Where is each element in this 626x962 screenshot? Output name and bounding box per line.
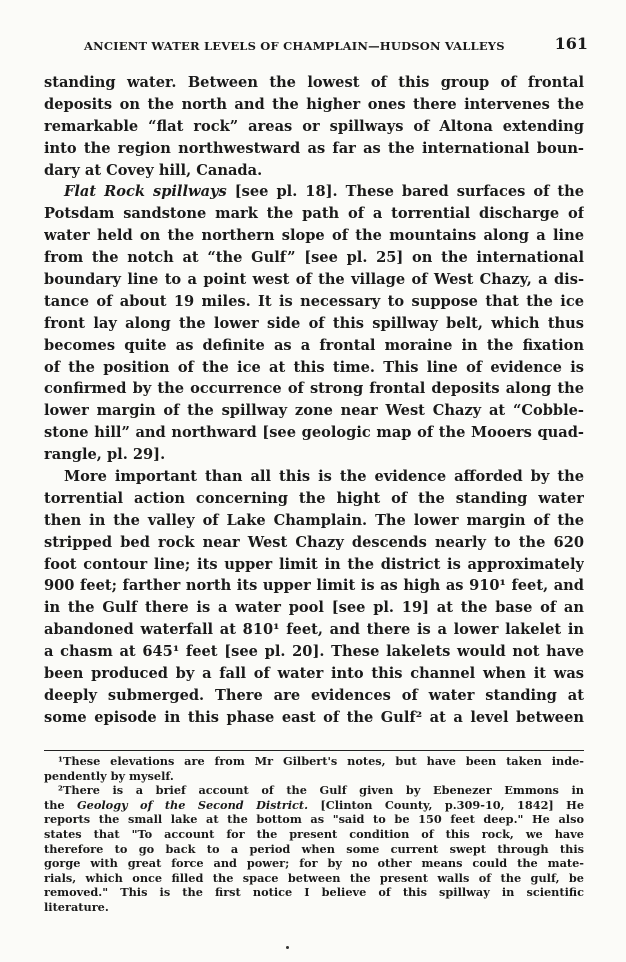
footnote-divider: [44, 750, 584, 751]
body-line: foot contour line; its upper limit in the district is approximately: [44, 555, 584, 573]
flat-rock-heading-rest: [see pl. 18]. These bared surfaces of the: [234, 183, 584, 201]
footnote-line: therefore to go back to a period when some current swept through this: [44, 841, 584, 856]
body-line: torrential action concerning the hight of the standing water: [44, 489, 584, 507]
body-line: lower margin of the spillway zone near West Chazy at “Cobble-: [44, 402, 584, 420]
body-line: becomes quite as definite as a frontal moraine in the fixation: [44, 336, 584, 354]
body-line: been produced by a fall of water into this channel when it was: [44, 665, 584, 683]
footnote-line: ¹These elevations are from Mr Gilbert's notes, but have been taken inde-: [58, 754, 584, 768]
body-line: a chasm at 645¹ feet [see pl. 20]. These lakelets would not have: [44, 643, 584, 661]
footnote-line: states that "To account for the present condition of this rock, we have: [44, 826, 584, 841]
body-line: 900 feet; farther north its upper limit is as high as 910¹ feet, and: [44, 577, 584, 595]
footnote-line: reports the small lake at the bottom as "said to be 150 feet deep." He also: [44, 812, 584, 827]
footnote-line: gorge with great force and power; for by no other means could the mate-: [44, 856, 584, 871]
footnote-line: [44, 798, 584, 813]
body-line: dary at Covey hill, Canada.: [44, 161, 263, 179]
body-line: tance of about 19 miles. It is necessary to suppose that the ice: [44, 292, 584, 310]
page-mark: [286, 946, 289, 949]
footnote-line: removed." This is the first notice I believe of this spillway in scientific: [44, 885, 584, 900]
flat-rock-heading: Flat Rock spillways: [64, 183, 227, 201]
body-line: stripped bed rock near West Chazy descends nearly to the 620: [44, 533, 584, 551]
footnotes: [44, 754, 584, 915]
body-line: deposits on the north and the higher ones there intervenes the: [44, 95, 584, 113]
body-line: More important than all this is the evidence afforded by the: [64, 468, 584, 486]
footnote-line: rials, which once filled the space between the present walls of the gulf, be: [44, 870, 584, 885]
body-line: stone hill” and northward [see geologic map of the Mooers quad-: [44, 424, 584, 442]
body-line: abandoned waterfall at 810¹ feet, and there is a lower lakelet in: [44, 621, 584, 639]
body-text: [44, 72, 584, 729]
body-line: of the position of the ice at this time. This line of evidence is: [44, 358, 584, 376]
footnote-text: the: [44, 797, 65, 812]
running-head: [44, 34, 592, 56]
body-line: then in the valley of Lake Champlain. The lower margin of the: [44, 511, 584, 529]
footnote-book-title: Geology of the Second District.: [77, 797, 309, 812]
body-line: deeply submerged. There are evidences of water standing at: [44, 686, 584, 704]
body-line: standing water. Between the lowest of this group of frontal: [44, 74, 584, 91]
body-line: from the notch at “the Gulf” [see pl. 25] on the international: [44, 249, 584, 267]
body-line: into the region northwestward as far as the international boun-: [44, 139, 584, 157]
footnote-text: [Clinton County, p.309-10, 1842] He: [320, 797, 584, 812]
running-head-title: ANCIENT WATER LEVELS OF CHAMPLAIN—HUDSON VALLEYS: [84, 39, 505, 53]
footnote-line: pendently by myself.: [44, 768, 174, 783]
body-line: remarkable “flat rock” areas or spillways of Altona extending: [44, 117, 584, 135]
body-line: some episode in this phase east of the Gulf² at a level between: [44, 708, 584, 726]
footnote-line: ²There is a brief account of the Gulf given by Ebenezer Emmons in: [58, 783, 584, 798]
body-line: in the Gulf there is a water pool [see pl. 19] at the base of an: [44, 599, 584, 617]
flat-rock-heading-line: [44, 181, 584, 203]
body-line: water held on the northern slope of the mountains along a line: [44, 227, 584, 245]
body-line: confirmed by the occurrence of strong frontal deposits along the: [44, 380, 584, 398]
body-line: front lay along the lower side of this spillway belt, which thus: [44, 314, 584, 332]
body-line: Potsdam sandstone mark the path of a torrential discharge of: [44, 205, 584, 223]
body-line: rangle, pl. 29].: [44, 446, 166, 464]
body-line: boundary line to a point west of the village of West Chazy, a dis-: [44, 271, 584, 289]
page-number: 161: [554, 34, 588, 53]
footnote-line: literature.: [44, 899, 109, 914]
